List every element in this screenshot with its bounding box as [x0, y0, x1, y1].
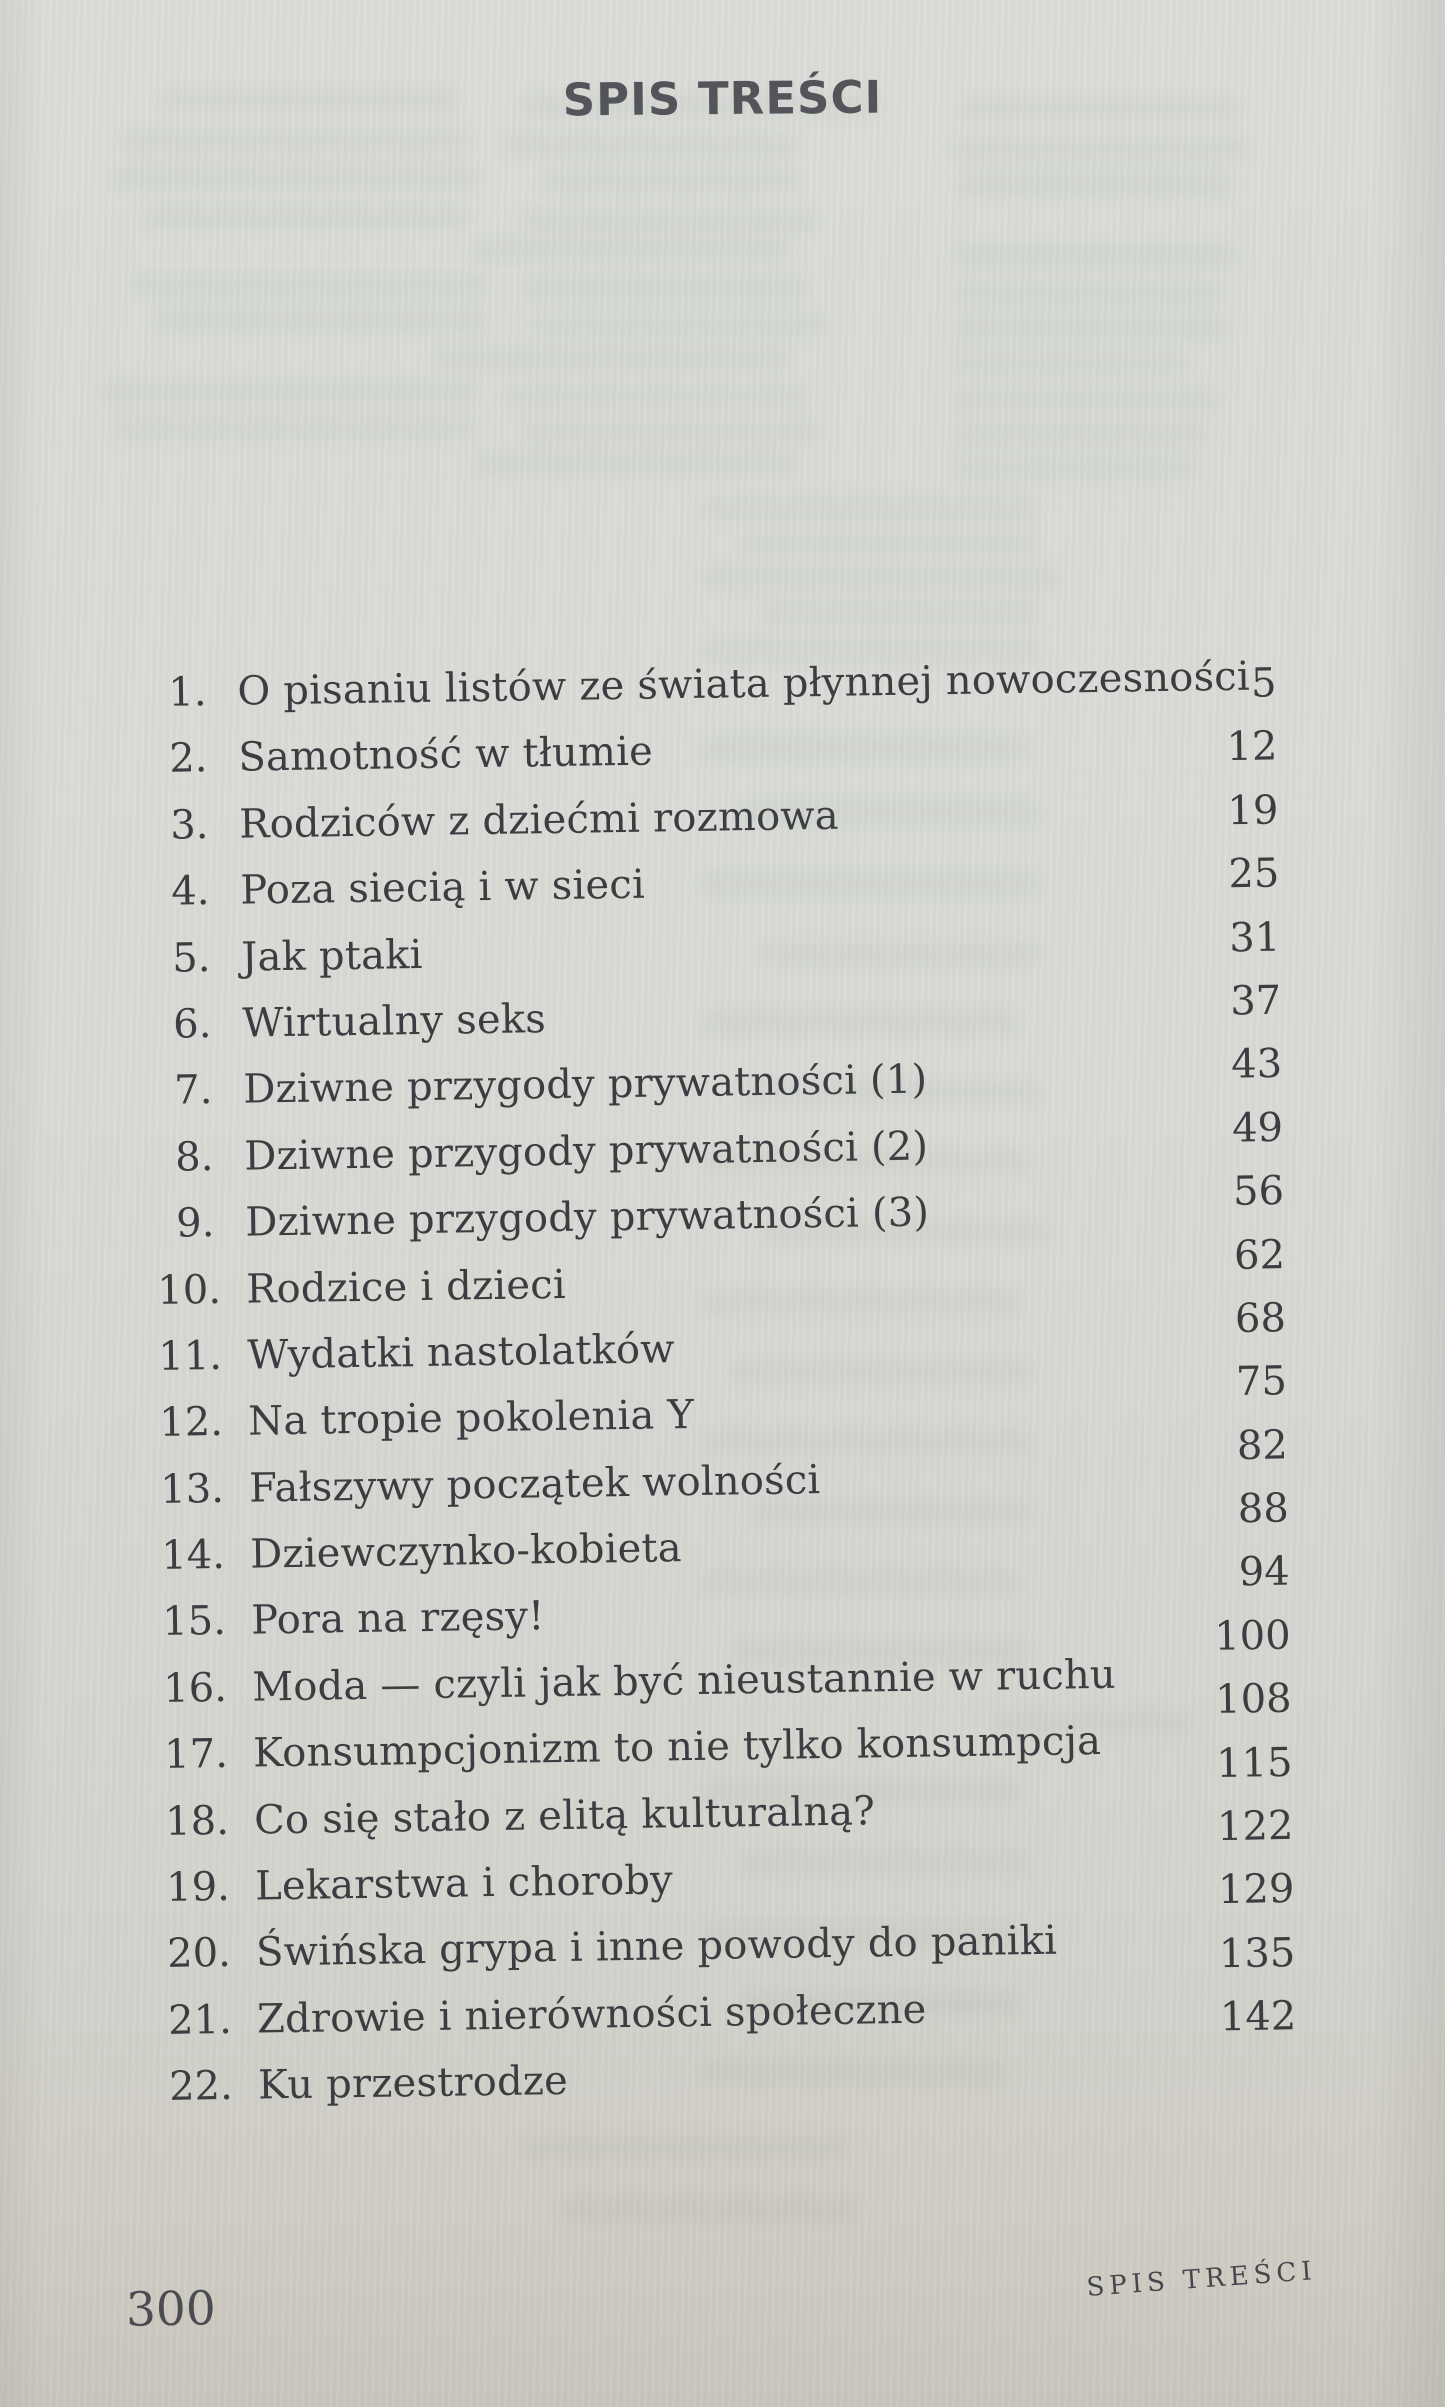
toc-entry-title: Co się stało z elitą kulturalną? — [240, 1787, 876, 1844]
toc-entry-number: 19. — [165, 1863, 231, 1911]
toc-entry-title: Jak ptaki — [228, 931, 423, 981]
toc-entry-page: 25 — [1228, 850, 1280, 898]
toc-entry-number: 21. — [167, 1996, 233, 2044]
toc-entry-number: 11. — [157, 1332, 223, 1380]
toc-entry-title: Fałszywy początek wolności — [235, 1456, 821, 1512]
toc-entry-page: 43 — [1230, 1041, 1283, 1088]
toc-entry-title: Świńska grypa i inne powody do paniki — [242, 1918, 1058, 1977]
toc-entry-number: 14. — [160, 1532, 226, 1579]
toc-entry-number: 5. — [171, 934, 211, 982]
toc-entry-page: 88 — [1237, 1485, 1290, 1533]
show-through-smudge — [140, 205, 470, 231]
toc-entry-title: Zdrowie i nierówności społeczne — [243, 1986, 927, 2043]
toc-entry-title: Rodziców z dziećmi rozmowa — [226, 792, 840, 848]
show-through-smudge — [430, 345, 790, 371]
show-through-smudge — [470, 450, 800, 476]
toc-entry-title: Lekarstwa i choroby — [241, 1857, 674, 1910]
toc-entry-title: Ku przestrodze — [244, 2058, 569, 2109]
show-through-smudge — [540, 168, 800, 194]
toc-entry-title: Pora na rzęsy! — [237, 1593, 545, 1645]
show-through-smudge — [950, 242, 1240, 268]
show-through-smudge — [520, 276, 810, 302]
toc-entry-number: 22. — [168, 2063, 234, 2111]
toc-entry-page: 122 — [1216, 1802, 1294, 1851]
show-through-smudge — [110, 165, 480, 191]
toc-entry-page: 62 — [1233, 1231, 1286, 1279]
toc-entry-number: 6. — [172, 1001, 212, 1048]
toc-entry-number: 12. — [158, 1399, 224, 1447]
toc-entry-title: Dziewczynko-kobieta — [236, 1525, 683, 1578]
show-through-smudge — [955, 280, 1225, 306]
toc-entry-number: 17. — [163, 1731, 229, 1779]
show-through-smudge — [520, 418, 820, 444]
show-through-smudge — [700, 495, 1040, 521]
toc-entry-page: 142 — [1219, 1993, 1297, 2041]
show-through-smudge — [950, 422, 1210, 448]
toc-entry-page: 115 — [1215, 1739, 1293, 1787]
toc-entry-title: Moda — czyli jak być nieustannie w ruchu — [238, 1651, 1117, 1711]
toc-entry-page: 94 — [1238, 1549, 1290, 1596]
show-through-smudge — [150, 308, 490, 334]
toc-entry-title: Wydatki nastolatków — [233, 1326, 676, 1379]
toc-entry-page: 56 — [1232, 1168, 1285, 1215]
toc-entry-page: 100 — [1213, 1612, 1291, 1660]
toc-entry-page: 37 — [1229, 977, 1282, 1025]
running-footer-title: SPIS TREŚCI — [1085, 2256, 1319, 2303]
toc-entry-number: 4. — [170, 868, 210, 915]
toc-entry-number: 16. — [162, 1664, 228, 1712]
show-through-smudge — [950, 316, 1230, 342]
show-through-smudge — [955, 172, 1235, 198]
toc-entry-page: 5 — [1250, 660, 1277, 707]
toc-entry-page: 68 — [1234, 1295, 1287, 1342]
toc-entry-page: 129 — [1217, 1866, 1295, 1914]
show-through-smudge — [950, 388, 1220, 414]
show-through-smudge — [950, 136, 1250, 162]
toc-entry-page: 19 — [1227, 787, 1279, 834]
toc-entry-page: 49 — [1231, 1104, 1284, 1152]
toc-entry-page: 75 — [1235, 1358, 1288, 1406]
folio-page-number: 300 — [125, 2281, 217, 2338]
toc-entry-title: O pisaniu listów ze świata płynnej nowoczesności — [224, 653, 1251, 715]
show-through-smudge — [950, 350, 1190, 376]
show-through-smudge — [470, 238, 790, 264]
toc-entry-number: 18. — [164, 1797, 230, 1845]
toc-entry-title: Dziwne przygody prywatności (2) — [231, 1123, 929, 1180]
toc-entry-title: Na tropie pokolenia Y — [234, 1392, 695, 1446]
toc-entry-title: Wirtualny seks — [229, 996, 547, 1047]
show-through-smudge — [120, 128, 470, 154]
show-through-smudge — [560, 2195, 860, 2221]
show-through-smudge — [100, 380, 480, 406]
toc-entry-title: Samotność w tłumie — [225, 728, 654, 782]
toc-entry-title: Dziwne przygody prywatności (3) — [232, 1189, 930, 1246]
toc-entry-page: 108 — [1214, 1676, 1292, 1724]
show-through-smudge — [520, 208, 820, 234]
toc-entry-number: 9. — [175, 1200, 215, 1247]
show-through-smudge — [500, 384, 810, 410]
toc-entry-page: 82 — [1236, 1422, 1289, 1469]
show-through-smudge — [950, 455, 1200, 481]
toc-entry-page: 12 — [1226, 723, 1278, 771]
toc-entry-number: 1. — [167, 669, 207, 716]
table-of-contents — [148, 643, 1298, 2120]
toc-entry-number: 3. — [169, 801, 209, 849]
show-through-smudge — [530, 312, 830, 338]
toc-entry-number: 2. — [168, 735, 208, 783]
show-through-smudge — [500, 132, 800, 158]
toc-entry-title: Konsumpcjonizm to nie tylko konsumpcja — [239, 1718, 1102, 1777]
toc-entry-title: Rodzice i dzieci — [233, 1261, 567, 1313]
toc-entry-page: 31 — [1228, 914, 1281, 961]
show-through-smudge — [130, 272, 490, 298]
toc-entry-number: 7. — [173, 1067, 213, 1114]
toc-entry-title: Dziwne przygody prywatności (1) — [230, 1056, 928, 1114]
show-through-smudge — [740, 530, 1040, 556]
toc-entry-page: 135 — [1218, 1929, 1296, 1978]
toc-entry-number: 13. — [159, 1465, 225, 1513]
toc-entry-number: 15. — [161, 1598, 227, 1646]
toc-entry-title: Poza siecią i w sieci — [227, 861, 646, 915]
toc-entry-number: 20. — [166, 1930, 232, 1978]
toc-entry-number: 10. — [157, 1266, 222, 1314]
page-title: SPIS TREŚCI — [562, 70, 883, 127]
toc-entry-number: 8. — [174, 1133, 214, 1181]
show-through-smudge — [110, 415, 480, 441]
show-through-smudge — [760, 600, 1040, 626]
show-through-smudge — [700, 565, 1060, 591]
show-through-smudge — [520, 2135, 850, 2161]
